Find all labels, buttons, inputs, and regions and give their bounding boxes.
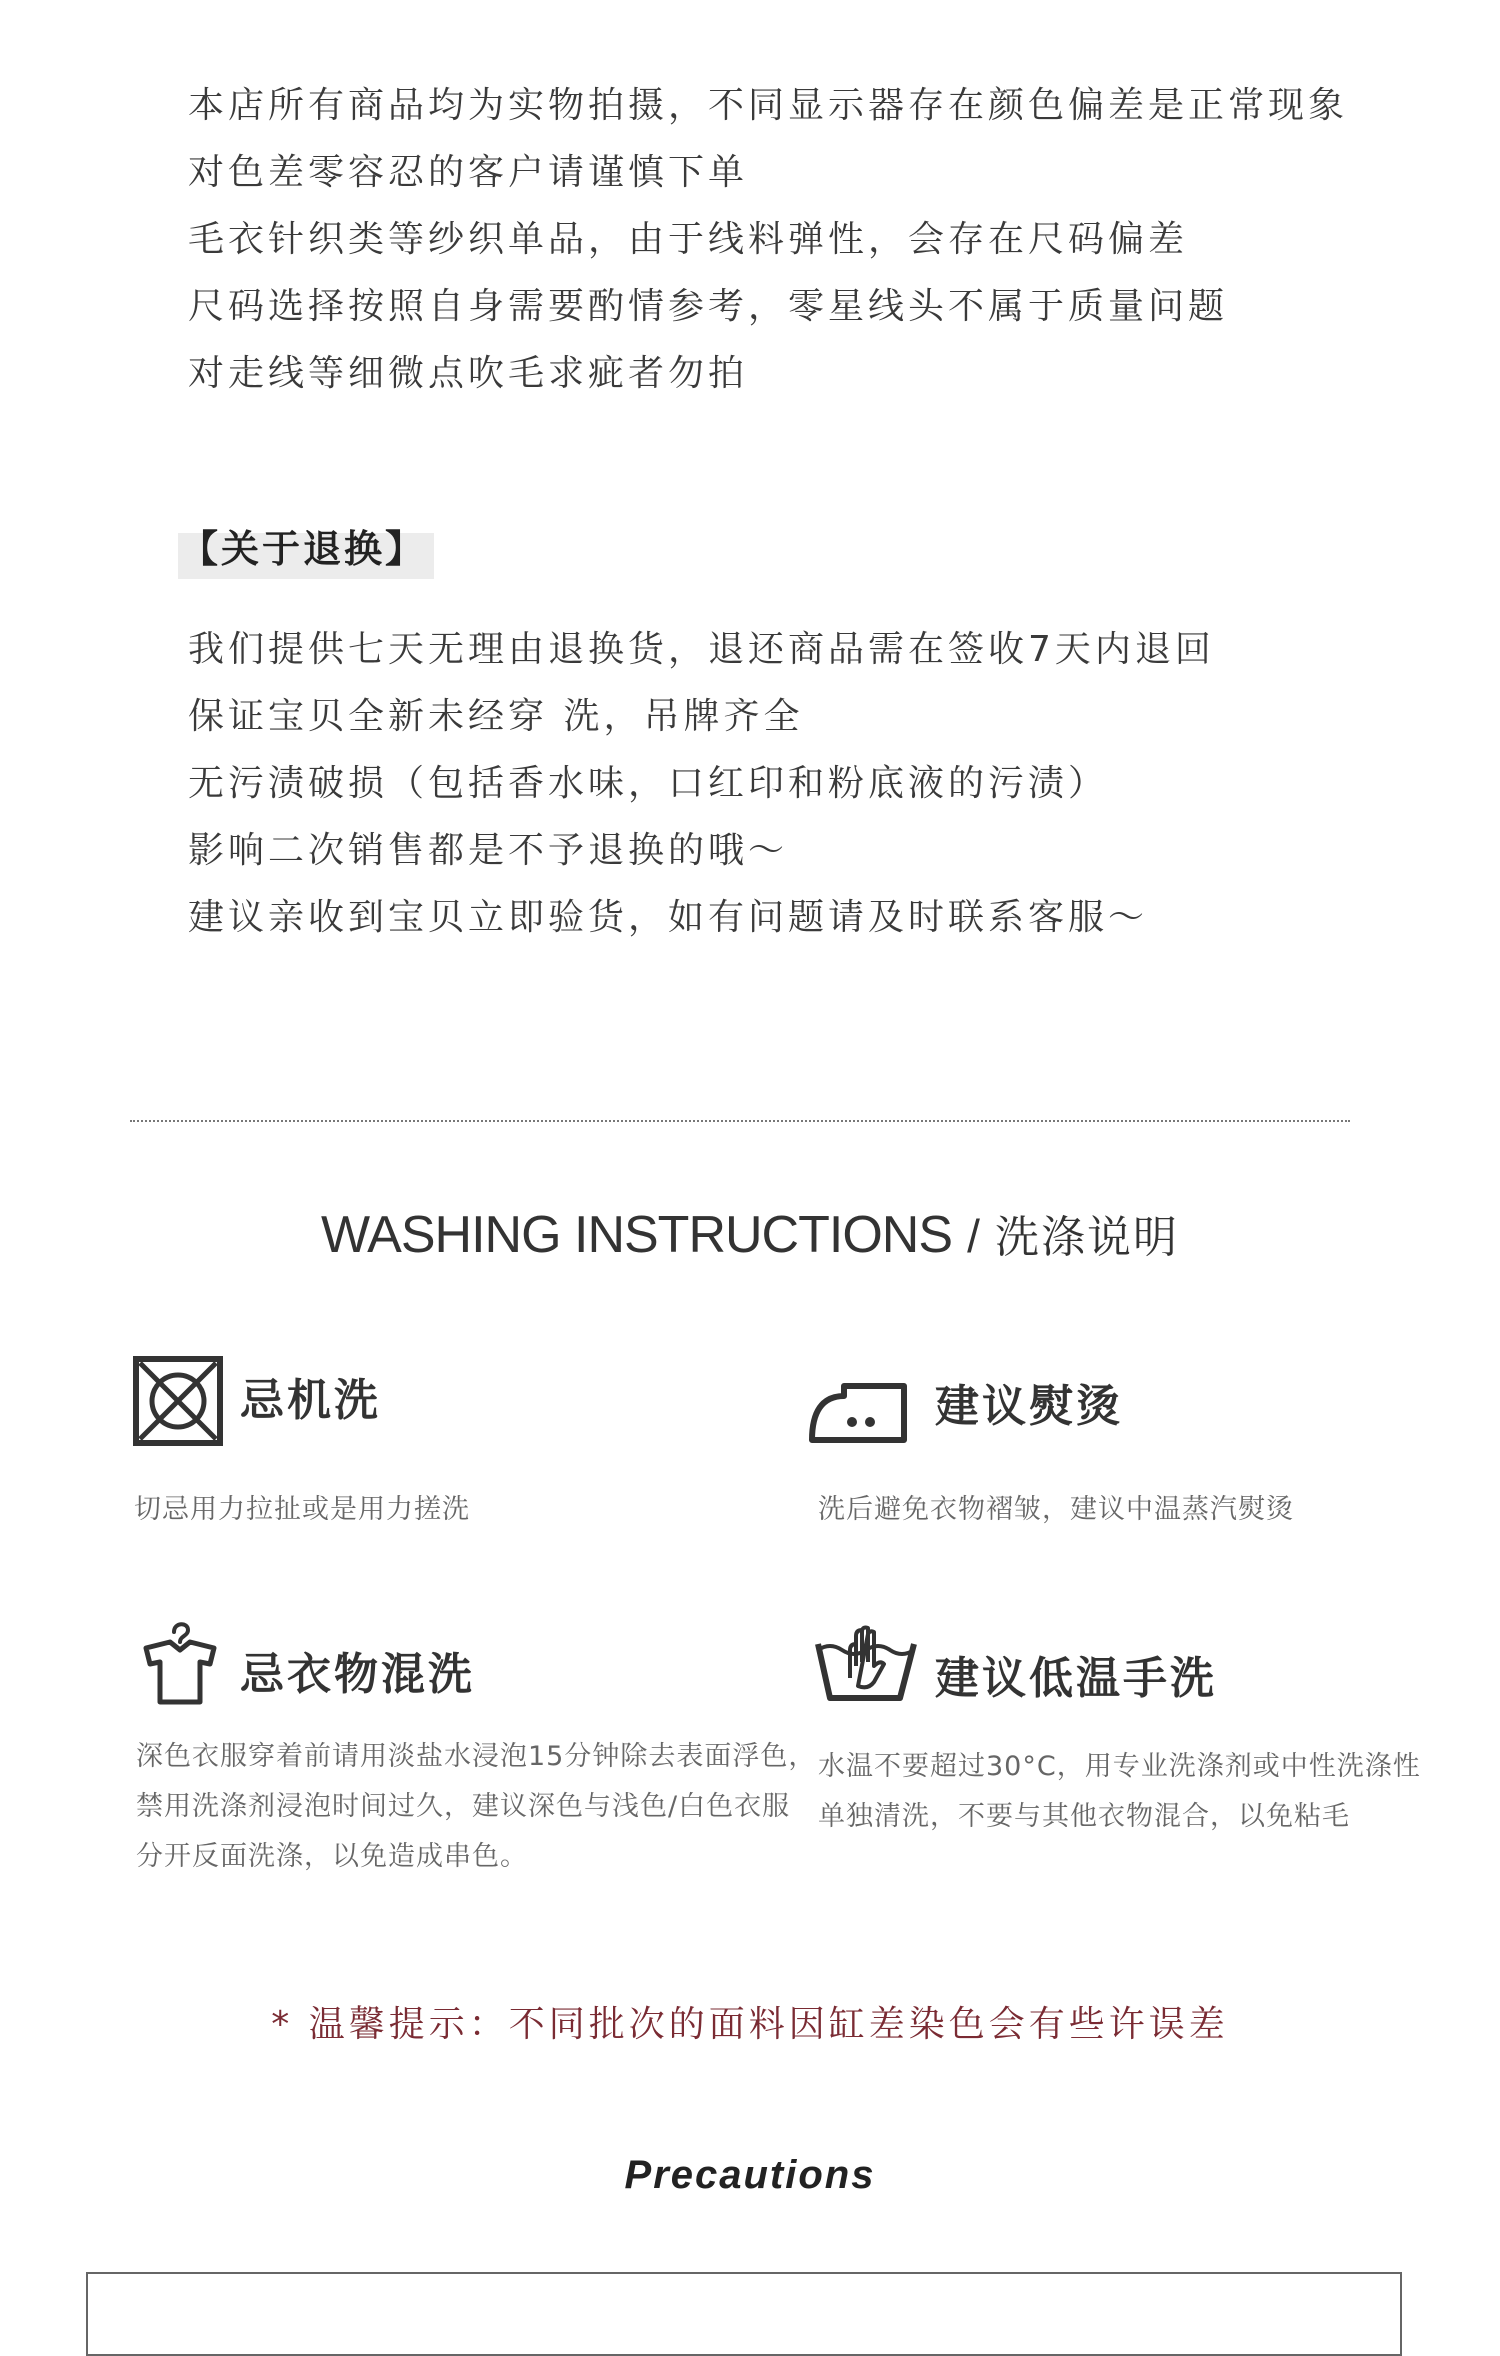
returns-line: 我们提供七天无理由退换货，退还商品需在签收7天内退回 bbox=[188, 629, 1215, 670]
care-desc-line: 单独清洗，不要与其他衣物混合，以免粘毛 bbox=[818, 1801, 1350, 1832]
returns-line: 无污渍破损（包括香水味，口红印和粉底液的污渍） bbox=[188, 763, 1109, 804]
care-desc-line: 禁用洗涤剂浸泡时间过久，建议深色与浅色/白色衣服 bbox=[136, 1791, 791, 1822]
intro-line: 对走线等细微点吹毛求疵者勿拍 bbox=[188, 353, 749, 394]
returns-heading: 【关于退换】 bbox=[180, 527, 427, 571]
care-title-ironing: 建议熨烫 bbox=[935, 1381, 1123, 1432]
intro-line: 毛衣针织类等纱织单品，由于线料弹性，会存在尺码偏差 bbox=[188, 219, 1189, 260]
care-desc-line: 分开反面洗涤，以免造成串色。 bbox=[136, 1841, 528, 1872]
hand-wash-icon bbox=[814, 1620, 918, 1704]
care-desc-line: 水温不要超过30°C，用专业洗涤剂或中性洗涤性 bbox=[818, 1751, 1421, 1782]
care-title-hand-wash: 建议低温手洗 bbox=[935, 1653, 1217, 1704]
intro-line: 本店所有商品均为实物拍摄，不同显示器存在颜色偏差是正常现象 bbox=[188, 85, 1349, 126]
care-desc-line: 切忌用力拉扯或是用力搓洗 bbox=[134, 1494, 470, 1525]
precautions-heading: Precautions bbox=[624, 2153, 876, 2197]
washing-instructions-title bbox=[0, 1200, 1500, 1282]
washing-title-en: WASHING INSTRUCTIONS bbox=[321, 1206, 952, 1264]
washing-title-separator: / bbox=[967, 1210, 980, 1262]
care-desc-line: 深色衣服穿着前请用淡盐水浸泡15分钟除去表面浮色， bbox=[136, 1741, 817, 1772]
care-desc-line: 洗后避免衣物褶皱，建议中温蒸汽熨烫 bbox=[818, 1494, 1294, 1525]
garment-hanger-icon bbox=[140, 1618, 220, 1708]
returns-line: 影响二次销售都是不予退换的哦～ bbox=[188, 830, 789, 871]
washing-title-cn: 洗涤说明 bbox=[994, 1212, 1179, 1263]
warm-tip: * 温馨提示：不同批次的面料因缸差染色会有些许误差 bbox=[271, 2004, 1229, 2045]
intro-line: 对色差零容忍的客户请谨慎下单 bbox=[188, 152, 749, 193]
care-title-no-mixed-wash: 忌衣物混洗 bbox=[240, 1649, 475, 1700]
intro-line: 尺码选择按照自身需要酌情参考，零星线头不属于质量问题 bbox=[188, 286, 1229, 327]
returns-line: 保证宝贝全新未经穿 洗，吊牌齐全 bbox=[188, 696, 804, 737]
no-machine-wash-icon bbox=[132, 1355, 224, 1447]
returns-line: 建议亲收到宝贝立即验货，如有问题请及时联系客服～ bbox=[188, 897, 1149, 938]
dotted-divider bbox=[130, 1120, 1350, 1122]
iron-icon bbox=[804, 1372, 924, 1452]
precautions-box bbox=[86, 2272, 1402, 2356]
care-title-no-machine-wash: 忌机洗 bbox=[240, 1375, 381, 1426]
